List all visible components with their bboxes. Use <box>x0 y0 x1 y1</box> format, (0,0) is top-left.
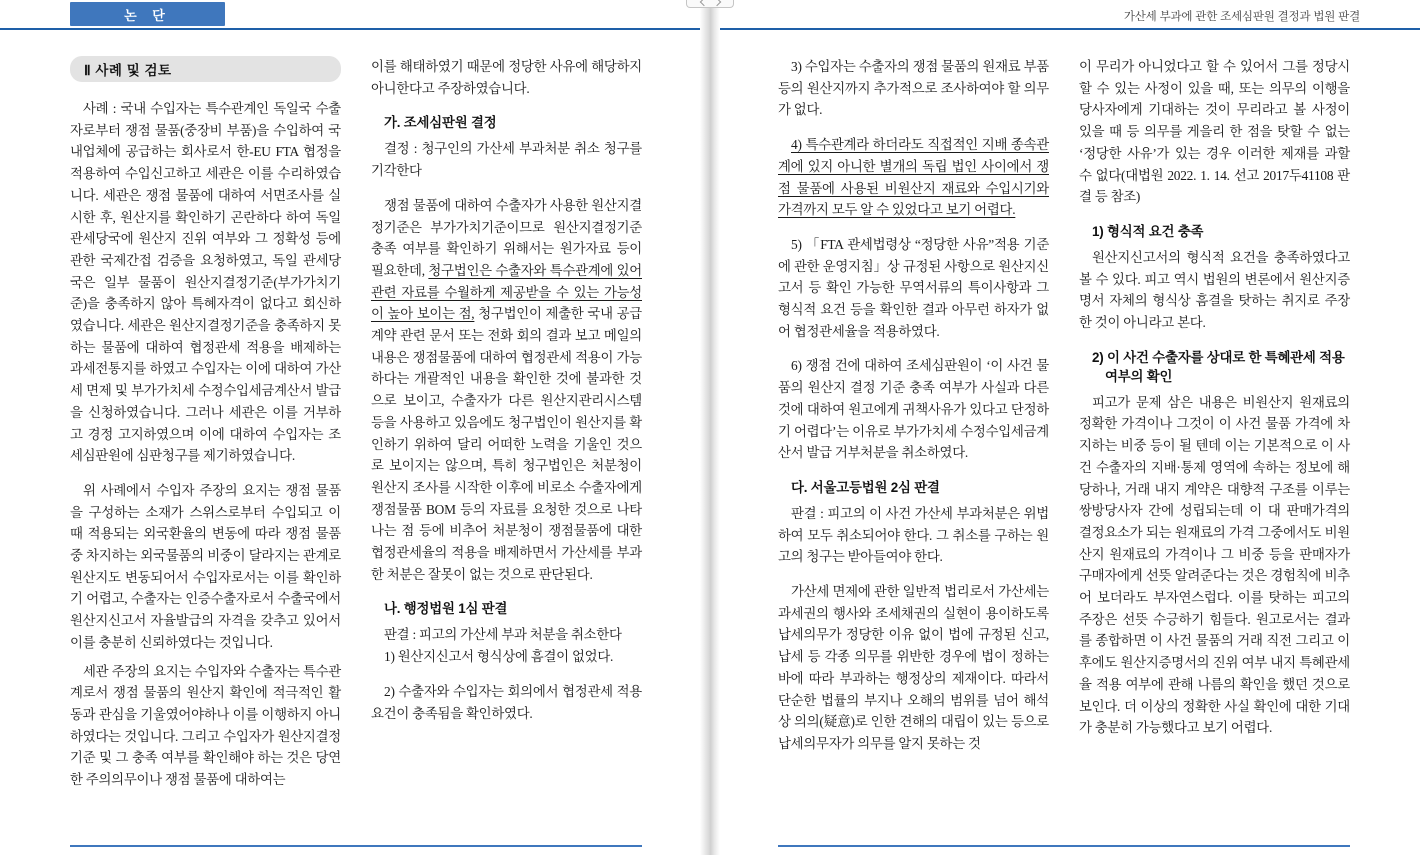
subheading-da: 다. 서울고등법원 2심 판결 <box>791 479 940 495</box>
chapter-heading: Ⅱ 사례 및 검토 <box>70 56 341 82</box>
left-page-header <box>0 0 700 29</box>
paragraph: 판결 : 피고의 이 사건 가산세 부과처분은 위법하여 모두 취소되어야 한다. 그 취소를 구하는 원고의 청구는 받아들여야 한다. <box>778 505 1049 565</box>
decision-tail: 청구법인이 제출한 국내 공급계약 관련 문서 또는 전화 회의 결과 보고 메일의 내용은 쟁점물품에 대하여 협정관세 적용이 가능하다는 개괄적인 내용을 확인한 것에 불과한 것으로 보이고, 수출자가 다른 원산지관리시스템 등을 사용하고 있음에도 청구법인이 원산지를 확인하기 위하여 달리 어떠한 노력을 기울인 것으로 보이지는 않으며, 특히 청구법인은 처분청이 원산지 조사를 시작한 이후에 비로소 수출자에게 쟁점물품 BOM 등의 자료를 요청한 것으로 나타나는 점 등에 비추어 처분청이 쟁점물품에 대한 협정관세율의 적용을 배제하면서 가산세를 부과한 처분은 잘못이 없는 것으로 판단된다. <box>371 306 642 582</box>
right-column-1 <box>778 56 1049 829</box>
chevron-left-icon[interactable] <box>699 0 707 6</box>
list-item: 6) 쟁점 건에 대하여 조세심판원이 ‘이 사건 물품의 원산지 결정 기준 충족 여부가 사실과 다른 것에 대하여 원고에게 귀책사유가 있다고 단정하기 어렵다’는 이유로 부가가치세 수정수입세금계산서 발급 거부처분을 취소하였다. <box>778 358 1049 461</box>
right-column-2 <box>1079 56 1350 829</box>
paragraph: 세관 주장의 요지는 수입자와 수출자는 특수관계로서 쟁점 물품의 원산지 확인에 적극적인 활동과 관심을 기울였어야하나 이를 이행하지 아니하였다는 것입니다. 그리고 수입자가 원산지결정기준 및 그 충족 여부를 확인해야 하는 것은 당연한 주의의무이나 쟁점 물품에 대하여는 <box>70 663 341 788</box>
decision-underlined: 청구법인은 수출자와 특수관계에 있어 관련 자료를 수월하게 제공받을 수 있는 가능성이 높아 보이는 점, <box>371 262 642 322</box>
right-page-header <box>720 0 1420 29</box>
right-page-columns <box>720 56 1420 829</box>
paragraph: 사례 : 국내 수입자는 특수관계인 독일국 수출자로부터 쟁점 물품(중장비 부품)을 수입하여 국내업체에 공급하는 회사로서 한-EU FTA 협정을 적용하여 수입신고하고 세관은 이를 수리하였습니다. 세관은 쟁점 물품에 대하여 서면조사를 실시한 후, 원산지를 확인하기 곤란하다 하여 독일 관세당국에 원산지 진위 여부와 그 정확성 등에 관한 국제간접 검증을 요청하였고, 독일 관세당국은 일부 물품이 원산지결정기준(부가가치기준)을 충족하지 않아 특혜자격이 없다고 회신하였습니다. 세관은 원산지결정기준을 충족하지 못하는 물품에 대하여 협정관세 적용을 배제하는 과세전통지를 하였고 수입자는 이에 대하여 가산세 면제 및 부가가치세 수정수입세금계산서 발급을 신청하였습니다. 그러나 세관은 이를 거부하고 경정 고지하였으며 이에 대하여 수입자는 조세심판원에 심판청구를 제기하였습니다. <box>70 101 341 464</box>
header-rule-right <box>720 28 1420 30</box>
left-column-1 <box>70 56 341 829</box>
left-page-columns <box>0 56 700 829</box>
paragraph: 위 사례에서 수입자 주장의 요지는 쟁점 물품을 구성하는 소재가 스위스로부터 수입되고 이 때 적용되는 외국환율의 변동에 따라 쟁점 물품 중 차지하는 외국물품의 비중이 달라지는 관계로 원산지도 변동되어서 수입자로서는 이를 확인하기 어렵고, 수출자는 인증수출자로서 수출국에서 원산지신고서 자율발급의 자격을 갖추고 있어서 이를 충분히 신뢰하였다는 것입니다. <box>70 482 341 650</box>
subheading-2-line1: 2) 이 사건 수출자를 상대로 한 특혜관세 적용 <box>1092 349 1345 365</box>
list-item: 3) 수입자는 수출자의 쟁점 물품의 원재료 부품 등의 원산지까지 추가적으로 조사하여야 할 의무가 없다. <box>778 59 1049 118</box>
left-column-2 <box>371 56 642 829</box>
footer-rule-right <box>778 845 1350 847</box>
right-page <box>720 0 1420 855</box>
paragraph: 판결 : 피고의 가산세 부과 처분을 취소한다 <box>384 627 622 643</box>
page-gutter <box>700 0 720 855</box>
subheading-na: 나. 행정법원 1심 판결 <box>384 601 508 617</box>
list-item: 1) 원산지신고서 형식상에 흠결이 없었다. <box>384 649 614 665</box>
list-item-underlined: 4) 특수관계라 하더라도 직접적인 지배 종속관계에 있지 아니한 별개의 독립 법인 사이에서 쟁점 물품에 사용된 비원산지 재료와 수입시기와 가격까지 모두 알 수 있었다고 보기 어렵다. <box>778 137 1049 218</box>
list-item: 2) 수출자와 수입자는 회의에서 협정관세 적용 요건이 충족됨을 확인하였다. <box>371 683 642 721</box>
paragraph: 원산지신고서의 형식적 요건을 충족하였다고 볼 수 있다. 피고 역시 법원의 변론에서 원산지증명서 자체의 형식상 흠결을 탓하는 취지로 주장한 것이 아니라고 본다. <box>1079 249 1350 331</box>
section-tab: 논 단 <box>70 2 225 26</box>
paragraph: 이 무리가 아니었다고 할 수 있어서 그를 정당시할 수 있는 사정이 있을 때, 또는 의무의 이행을 당사자에게 기대하는 것이 무리라고 볼 사정이 있을 때 등 의무를 게을리 한 점을 탓할 수 없는 ‘정당한 사유’가 있는 경우 이러한 제재를 과할 수 없다(대법원 2022. 1. 14. 선고 2017두41108 판결 등 참조) <box>1079 59 1350 205</box>
paragraph: 이를 해태하였기 때문에 정당한 사유에 해당하지 아니한다고 주장하였습니다. <box>371 59 642 96</box>
subheading-1: 1) 형식적 요건 충족 <box>1092 223 1204 239</box>
running-head: 가산세 부과에 관한 조세심판원 결정과 법원 판결 <box>1123 11 1360 23</box>
paragraph: 가산세 면제에 관한 일반적 법리로서 가산세는 과세권의 행사와 조세채권의 실현이 용이하도록 납세의무가 정당한 이유 없이 법에 규정된 신고, 납세 등 각종 의무를 위반한 경우에 법이 정하는 바에 따라 부과하는 행정상의 제재이다. 따라서 단순한 법률의 부지나 오해의 범위를 넘어 해석상 의의(疑意)로 인한 견해의 대립이 있는 등으로 납세의무자가 의무를 알지 못하는 것 <box>778 584 1049 751</box>
decision-lead: 쟁점 물품에 대하여 수출자가 사용한 원산지결정기준은 부가가치기준이므로 원산지결정기준 충족 여부를 확인하기 위해서는 원가자료 등이 필요한데, <box>371 197 642 278</box>
paragraph: 피고가 문제 삼은 내용은 비원산지 원재료의 정확한 가격이나 그것이 이 사건 물품 가격에 차지하는 비중 등이 될 텐데 이는 기본적으로 이 사건 수출자의 지배·통제 영역에 속하는 정보에 해당하나, 거래 내지 계약은 대향적 구조를 이루는 쌍방당사자 간에 성립되는데 이 대 판매가격의 결정요소가 되는 원재료의 가격 그중에서도 비원산지 원재료의 가격이나 그 비중 등을 판매자가 구매자에게 선뜻 알려준다는 것은 경험칙에 비추어 보더라도 부자연스럽다. 이를 탓하는 피고의 주장은 선뜻 수긍하기 힘들다. 원고로서는 결과를 종합하면 이 사건 물품의 거래 직전 그리고 이후에도 원산지증명서의 진위 여부 내지 특혜관세율 적용 여부에 관해 나름의 확인을 했던 것으로 보인다. 더 이상의 정확한 사실 확인에 대한 기대가 충분히 가능했다고 보기 어렵다. <box>1079 394 1350 736</box>
footer-rule-left <box>70 845 642 847</box>
chevron-right-icon[interactable] <box>712 0 720 6</box>
paragraph: 결정 : 청구인의 가산세 부과처분 취소 청구를 기각한다 <box>371 141 642 179</box>
paragraph-decision-body <box>371 195 642 586</box>
page-navigation-nub[interactable] <box>686 0 734 8</box>
left-page <box>0 0 700 855</box>
list-item: 5) 「FTA 관세법령상 “정당한 사유”적용 기준에 관한 운영지침」상 규정된 사항으로 원산지신고서 등 확인 가능한 무역서류의 특이사항과 그 형식적 요건 등을 확인한 결과 아무런 하자가 없어 협정관세율을 적용하였다. <box>778 236 1049 339</box>
subheading-ga: 가. 조세심판원 결정 <box>384 115 497 131</box>
header-rule-left <box>0 28 700 30</box>
subheading-2-line2: 여부의 확인 <box>1105 368 1173 384</box>
